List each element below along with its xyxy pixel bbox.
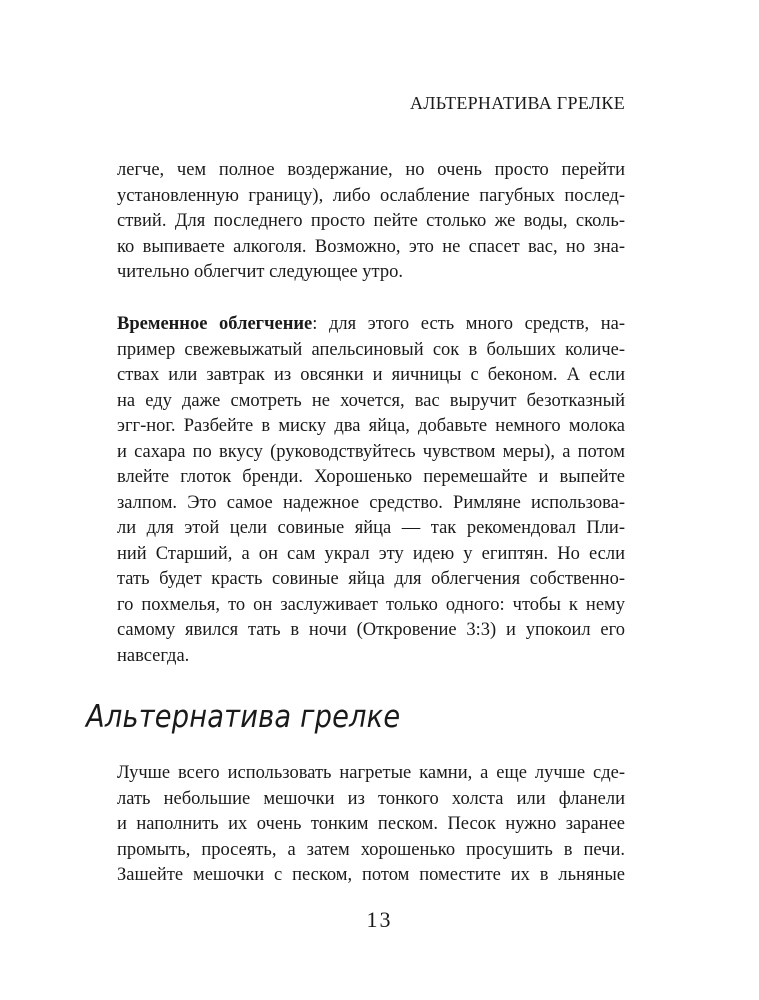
text-line: эгг-ног. Разбейте в миску два яйца, добавьте немного молока — [117, 416, 625, 436]
section-heading: Альтернатива грелке — [86, 699, 401, 735]
text-line-lead — [117, 312, 625, 338]
text-line: на еду даже смотреть не хочется, вас выручит безотказный — [117, 390, 625, 411]
text-line: и сахара по вкусу (руководствуйтесь чувством меры), а потом — [117, 441, 625, 462]
text-line: Зашейте мешочки с песком, потом поместите их в льняные — [117, 865, 625, 885]
text-line: ли для этой цели совиные яйца — так рекомендовал Пли- — [117, 518, 625, 538]
text-line: навсегда. — [117, 645, 190, 666]
text-line: ствий. Для последнего просто пейте столько же воды, сколь- — [117, 211, 625, 231]
text-line: ко выпиваете алкоголя. Возможно, это не спасет вас, но зна- — [117, 236, 625, 257]
page-number: 13 — [366, 907, 393, 932]
text-line: влейте глоток бренди. Хорошенько перемешайте и выпейте — [117, 467, 625, 487]
text-line: тать будет красть совиные яйца для облегчения собственно- — [117, 569, 625, 589]
text-line: го похмелья, то он заслуживает только одного: чтобы к нему — [117, 594, 625, 615]
text-line: самому явился тать в ночи (Откровение 3:3) и упокоил его — [117, 620, 625, 640]
text-line: залпом. Это самое надежное средство. Римляне использова- — [117, 492, 625, 513]
text-line: и наполнить их очень тонким песком. Песок нужно заранее — [117, 814, 625, 834]
text-line: лать небольшие мешочки из тонкого холста или фланели — [117, 788, 625, 809]
text-line: чительно облегчит следующее утро. — [117, 262, 403, 282]
paragraph-hangover-water — [117, 158, 625, 286]
text-line: промыть, просеять, а затем хорошенько просушить в печи. — [117, 839, 625, 860]
text-line: ствах или завтрак из овсянки и яичницы с беконом. А если — [117, 365, 625, 385]
text-line: пример свежевыжатый апельсиновый сок в больших количе- — [117, 339, 625, 360]
text-line: ний Старший, а он сам украл эту идею у египтян. Но если — [117, 543, 625, 564]
text-line: легче, чем полное воздержание, но очень просто перейти — [117, 160, 625, 180]
running-head: АЛЬТЕРНАТИВА ГРЕЛКЕ — [409, 93, 625, 113]
text-line: Лучше всего использовать нагретые камни, а еще лучше сде- — [117, 763, 625, 783]
bold-lead-term: Временное облегчение — [117, 314, 313, 334]
lead-rest: : для этого есть много средств, на- — [312, 314, 625, 334]
paragraph-heating-pad — [117, 761, 625, 889]
paragraph-temporary-relief — [117, 312, 625, 669]
text-line: установленную границу), либо ослабление пагубных послед- — [117, 185, 625, 206]
